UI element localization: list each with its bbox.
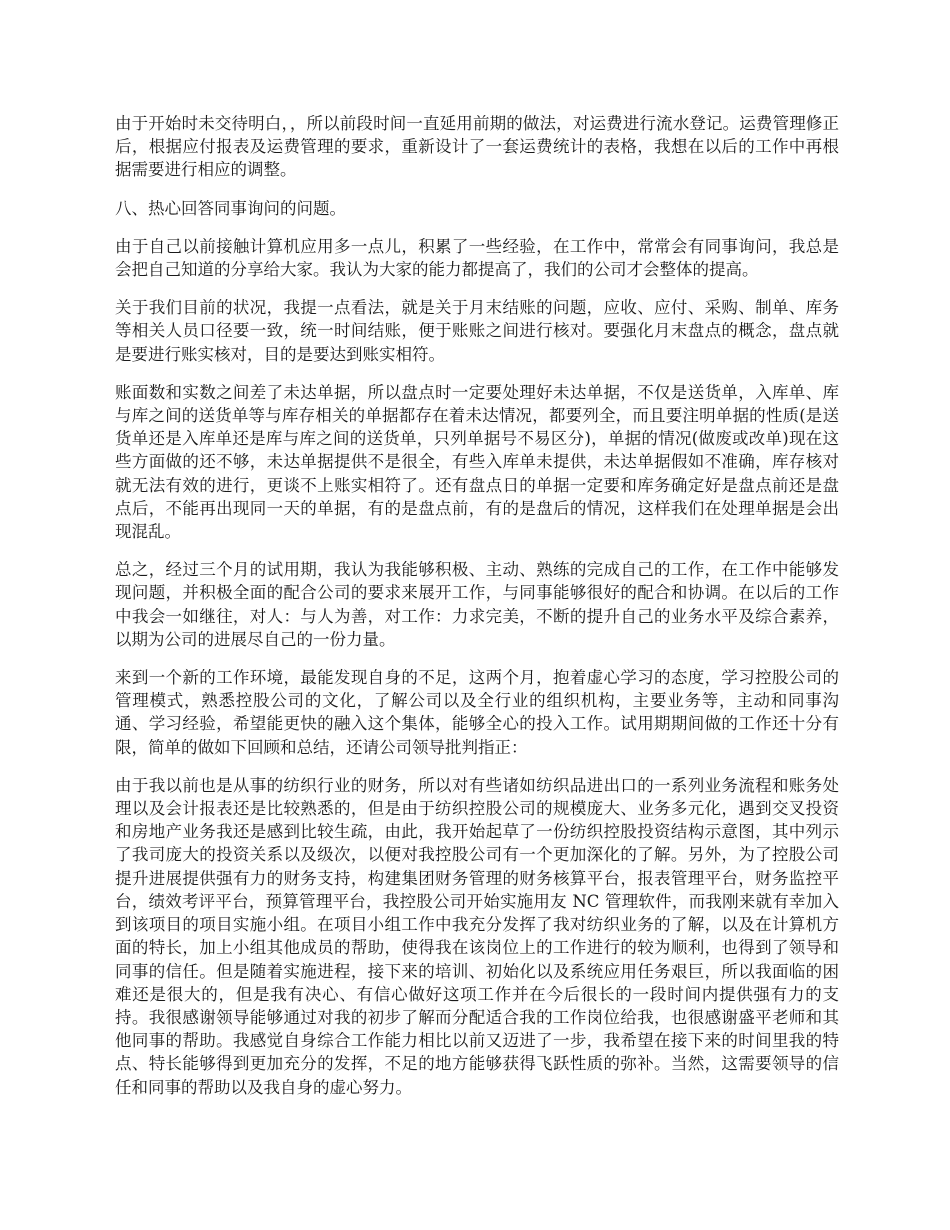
paragraph-1: 由于开始时未交待明白，，所以前段时间一直延用前期的做法，对运费进行流水登记。运费管理修正后，根据应付报表及运费管理的要求，重新设计了一套运费统计的表格，我想在以后的工作中再根据需要进行相应的调整。 [115,114,839,180]
document-body [115,112,839,1114]
paragraph-3: 由于自己以前接触计算机应用多一点儿，积累了一些经验，在工作中，常常会有同事询问，我总是会把自己知道的分享给大家。我认为大家的能力都提高了，我们的公司才会整体的提高。 [115,236,839,280]
paragraph-4: 关于我们目前的状况，我提一点看法，就是关于月末结账的问题，应收、应付、采购、制单、库务等相关人员口径要一致，统一时间结账，便于账账之间进行核对。要强化月末盘点的概念，盘点就是要进行账实核对，目的是要达到账实相符。 [115,298,839,364]
paragraph-5: 账面数和实数之间差了未达单据，所以盘点时一定要处理好未达单据，不仅是送货单，入库单、库与库之间的送货单等与库存相关的单据都存在着未达情况，都要列全，而且要注明单据的性质(是送货单还是入库单还是库与库之间的送货单，只列单据号不易区分)，单据的情况(做废或改单)现在这些方面做的还不够，未达单据提供不是很全，有些入库单未提供，未达单据假如不准确，库存核对就无法有效的进行，更谈不上账实相符了。还有盘点日的单据一定要和库务确定好是盘点前还是盘点后，不能再出现同一天的单据，有的是盘点前，有的是盘后的情况，这样我们在处理单据是会出现混乱。 [115,382,839,542]
paragraph-7: 来到一个新的工作环境，最能发现自身的不足，这两个月，抱着虚心学习的态度，学习控股公司的管理模式，熟悉控股公司的文化，了解公司以及全行业的组织机构，主要业务等，主动和同事沟通、学习经验，希望能更快的融入这个集体，能够全心的投入工作。试用期期间做的工作还十分有限，简单的做如下回顾和总结，还请公司领导批判指正： [115,668,839,757]
paragraph-2-heading: 八、热心回答同事询问的问题。 [115,198,346,218]
paragraph-8: 由于我以前也是从事的纺织行业的财务，所以对有些诸如纺织品进出口的一系列业务流程和账务处理以及会计报表还是比较熟悉的，但是由于纺织控股公司的规模庞大、业务多元化，遇到交叉投资和房地产业务我还是感到比较生疏，由此，我开始起草了一份纺织控股投资结构示意图，其中列示了我司庞大的投资关系以及级次，以便对我控股公司有一个更加深化的了解。另外，为了控股公司提升进展提供强有力的财务支持，构建集团财务管理的财务核算平台，报表管理平台，财务监控平台，绩效考评平台，预算管理平台，我控股公司开始实施用友 NC 管理软件，而我刚来就有幸加入到该项目的项目实施小组。在项目小组工作中我充分发挥了我对纺织业务的了解，以及在计算机方面的特长，加上小组其他成员的帮助，使得我在该岗位上的工作进行的较为顺利，也得到了领导和同事的信任。但是随着实施进程，接下来的培训、初始化以及系统应用任务艰巨，所以我面临的困难还是很大的，但是我有决心、有信心做好这项工作并在今后很长的一段时间内提供强有力的支持。我很感谢领导能够通过对我的初步了解而分配适合我的工作岗位给我，也很感谢盛平老师和其他同事的帮助。我感觉自身综合工作能力相比以前又迈进了一步，我希望在接下来的时间里我的特点、特长能够得到更加充分的发挥，不足的地方能够获得飞跃性质的弥补。当然，这需要领导的信任和同事的帮助以及我自身的虚心努力。 [115,775,839,1097]
paragraph-6: 总之，经过三个月的试用期，我认为我能够积极、主动、熟练的完成自己的工作，在工作中能够发现问题，并积极全面的配合公司的要求来展开工作，与同事能够很好的配合和协调。在以后的工作中我会一如继往，对人：与人为善，对工作：力求完美，不断的提升自己的业务水平及综合素养，以期为公司的进展尽自己的一份力量。 [115,560,839,649]
